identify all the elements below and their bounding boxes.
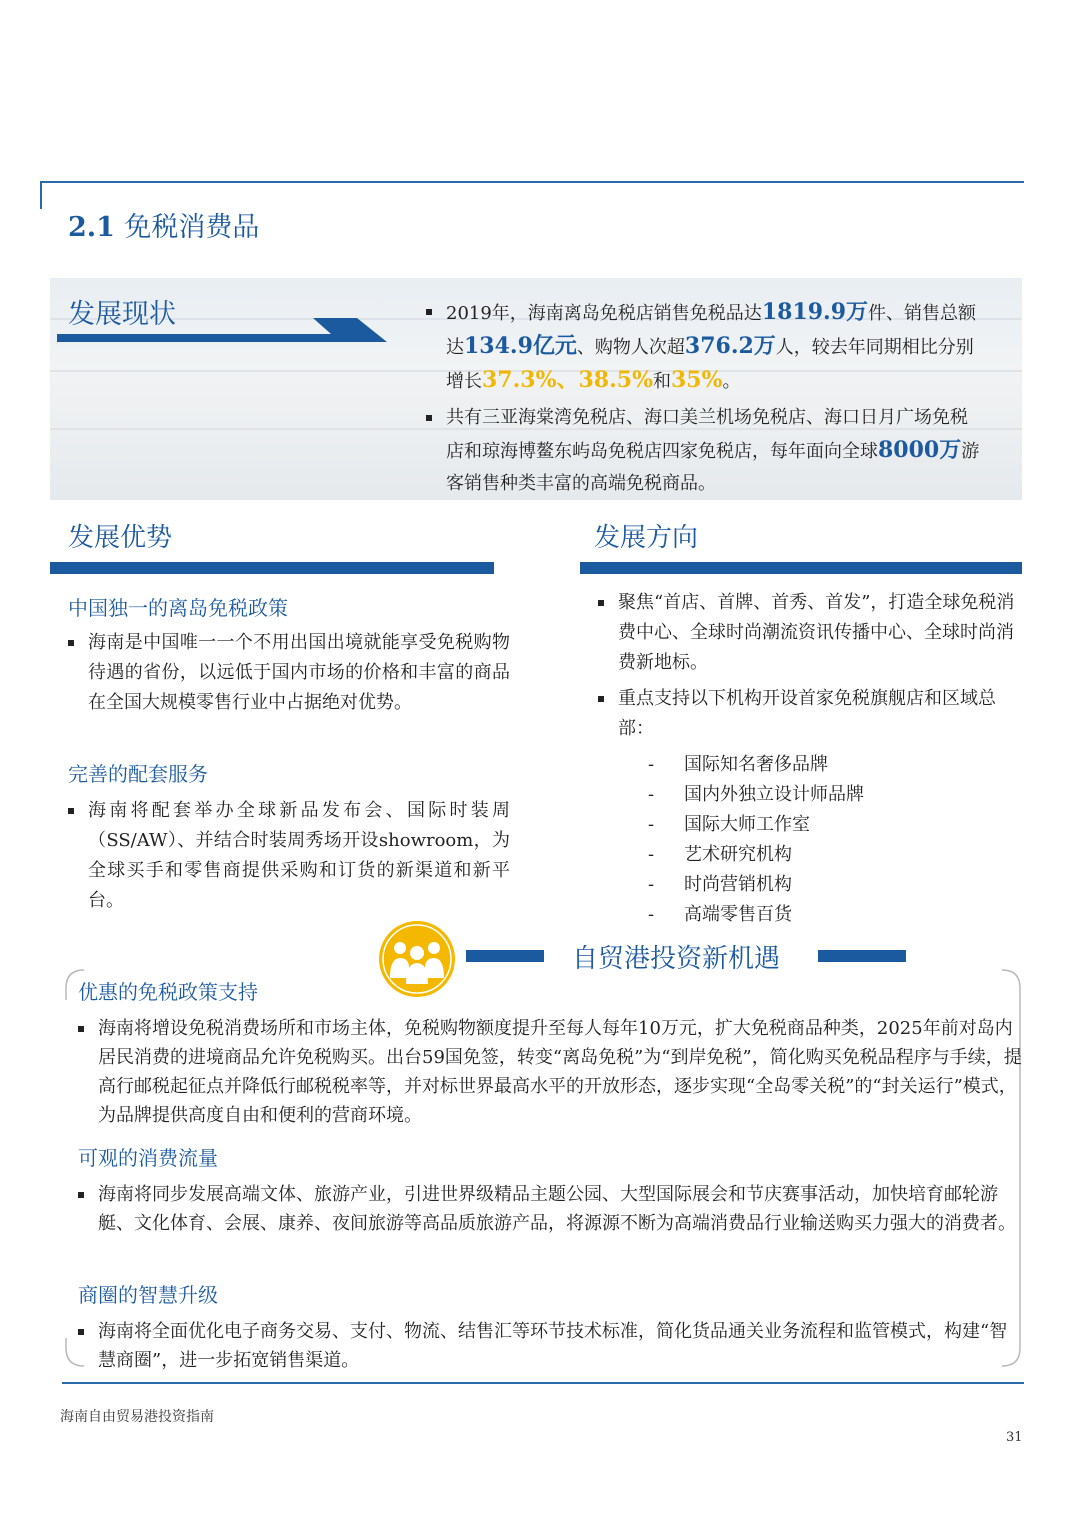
status-text: 、购物人次超 — [576, 337, 685, 358]
direction-title: 发展方向 — [594, 523, 699, 553]
direction-sub-item — [648, 900, 864, 930]
dash-marker: - — [648, 814, 655, 835]
status-text: 。 — [722, 371, 741, 392]
section-number: 2.1 — [68, 212, 115, 243]
dash-marker: - — [648, 784, 655, 805]
page-number: 31 — [1006, 1430, 1023, 1445]
direction-sub-item — [648, 840, 864, 870]
direction-sub-item-label: 国际知名奢侈品牌 — [684, 754, 828, 775]
ftz-rule-left — [466, 950, 544, 962]
highlight-figure: 8000万 — [878, 437, 962, 463]
list-item: 聚焦“首店、首牌、首秀、首发”，打造全球免税消费中心、全球时尚潮流资讯传播中心、全球时尚消费新地标。 — [596, 588, 1016, 678]
advantage-heading-services: 完善的配套服务 — [68, 762, 208, 786]
status-text: 和 — [652, 371, 671, 392]
ftz-heading-traffic: 可观的消费流量 — [78, 1146, 218, 1170]
section-title — [68, 205, 259, 244]
status-list — [424, 296, 984, 500]
direction-bar — [580, 562, 1022, 574]
growth-figure: 35% — [670, 367, 723, 393]
ftz-text-smart — [76, 1317, 1022, 1375]
ftz-rule-right — [818, 950, 906, 962]
direction-sub-item — [648, 780, 864, 810]
direction-list — [596, 588, 1016, 744]
dash-marker: - — [648, 874, 655, 895]
list-item: 海南将配套举办全球新品发布会、国际时装周（SS/AW）、并结合时装周秀场开设showroom，为全球买手和零售商提供采购和订货的新渠道和新平台。 — [66, 796, 510, 916]
bottom-rule — [62, 1382, 1024, 1384]
direction-sublist — [648, 750, 864, 930]
status-title: 发展现状 — [68, 299, 176, 330]
advantage-heading-policy: 中国独一的离岛免税政策 — [68, 596, 288, 620]
top-rule-tick — [40, 181, 42, 209]
status-text: 共有三亚海棠湾免税店、海口美兰机场免税店、海口日月广场免税店和琼海博鳌东屿岛免税店四家免税店，每年面向全球 — [446, 407, 968, 462]
advantages-title: 发展优势 — [68, 523, 173, 553]
highlight-figure: 376.2万 — [684, 333, 776, 359]
dash-marker: - — [648, 844, 655, 865]
status-bullet — [424, 296, 984, 398]
direction-sub-item-label: 艺术研究机构 — [684, 844, 792, 865]
list-item: 海南将同步发展高端文体、旅游产业，引进世界级精品主题公园、大型国际展会和节庆赛事活动，加快培育邮轮游艇、文化体育、会展、康养、夜间旅游等高品质旅游产品，将源源不断为高端消费品行业输送购买力强大的消费者。 — [76, 1180, 1022, 1238]
list-item: 海南是中国唯一一个不用出国出境就能享受免税购物待遇的省份，以远低于国内市场的价格和丰富的商品在全国大规模零售行业中占据绝对优势。 — [66, 628, 510, 718]
direction-sub-item-label: 国际大师工作室 — [684, 814, 810, 835]
dash-marker: - — [648, 754, 655, 775]
ftz-heading-policy: 优惠的免税政策支持 — [78, 980, 258, 1004]
list-item: 海南将全面优化电子商务交易、支付、物流、结售汇等环节技术标准，简化货品通关业务流程和监管模式，构建“智慧商圈”，进一步拓宽销售渠道。 — [76, 1317, 1022, 1375]
direction-sub-item — [648, 810, 864, 840]
dash-marker: - — [648, 904, 655, 925]
highlight-figure: 134.9亿元 — [464, 333, 577, 359]
status-text: 游客销售种类丰富的高端免税商品。 — [446, 441, 980, 494]
status-text: 人，较去年同期相比分别增长 — [446, 337, 974, 392]
direction-sub-item — [648, 750, 864, 780]
direction-sub-item-label: 高端零售百货 — [684, 904, 792, 925]
direction-sub-item-label: 国内外独立设计师品牌 — [684, 784, 864, 805]
advantages-bar — [50, 562, 494, 574]
section-title-text: 免税消费品 — [124, 212, 260, 243]
arrow-banner-icon — [57, 316, 389, 350]
highlight-figure: 1819.9万 — [761, 299, 869, 325]
advantage-text-policy — [66, 628, 510, 718]
ftz-text-traffic — [76, 1180, 1022, 1238]
status-text: 件、销售总额达 — [446, 303, 977, 358]
growth-figure: 37.3%、38.5% — [482, 367, 653, 393]
direction-sub-item — [648, 870, 864, 900]
ftz-title: 自贸港投资新机遇 — [572, 944, 781, 974]
top-rule — [40, 181, 1024, 183]
ftz-text-policy — [76, 1014, 1022, 1130]
status-text: 2019年，海南离岛免税店销售免税品达 — [446, 303, 762, 324]
list-item: 海南将增设免税消费场所和市场主体，免税购物额度提升至每人每年10万元，扩大免税商品种类，2025年前对岛内居民消费的进境商品允许免税购买。出台59国免签，转变“离岛免税”为“到岸免税”，简化购买免税品程序与手续，提高行邮税起征点并降低行邮税税率等，并对标世界最高水平的开放形态，逐步实现“全岛零关税”的“封关运行”模式，为品牌提供高度自由和便利的营商环境。 — [76, 1014, 1022, 1130]
footer-text: 海南自由贸易港投资指南 — [60, 1409, 214, 1425]
list-item: 重点支持以下机构开设首家免税旗舰店和区域总部： — [596, 684, 1016, 744]
status-bullet — [424, 402, 984, 500]
advantage-text-services — [66, 796, 510, 916]
ftz-heading-smart: 商圈的智慧升级 — [78, 1283, 218, 1307]
direction-sub-item-label: 时尚营销机构 — [684, 874, 792, 895]
